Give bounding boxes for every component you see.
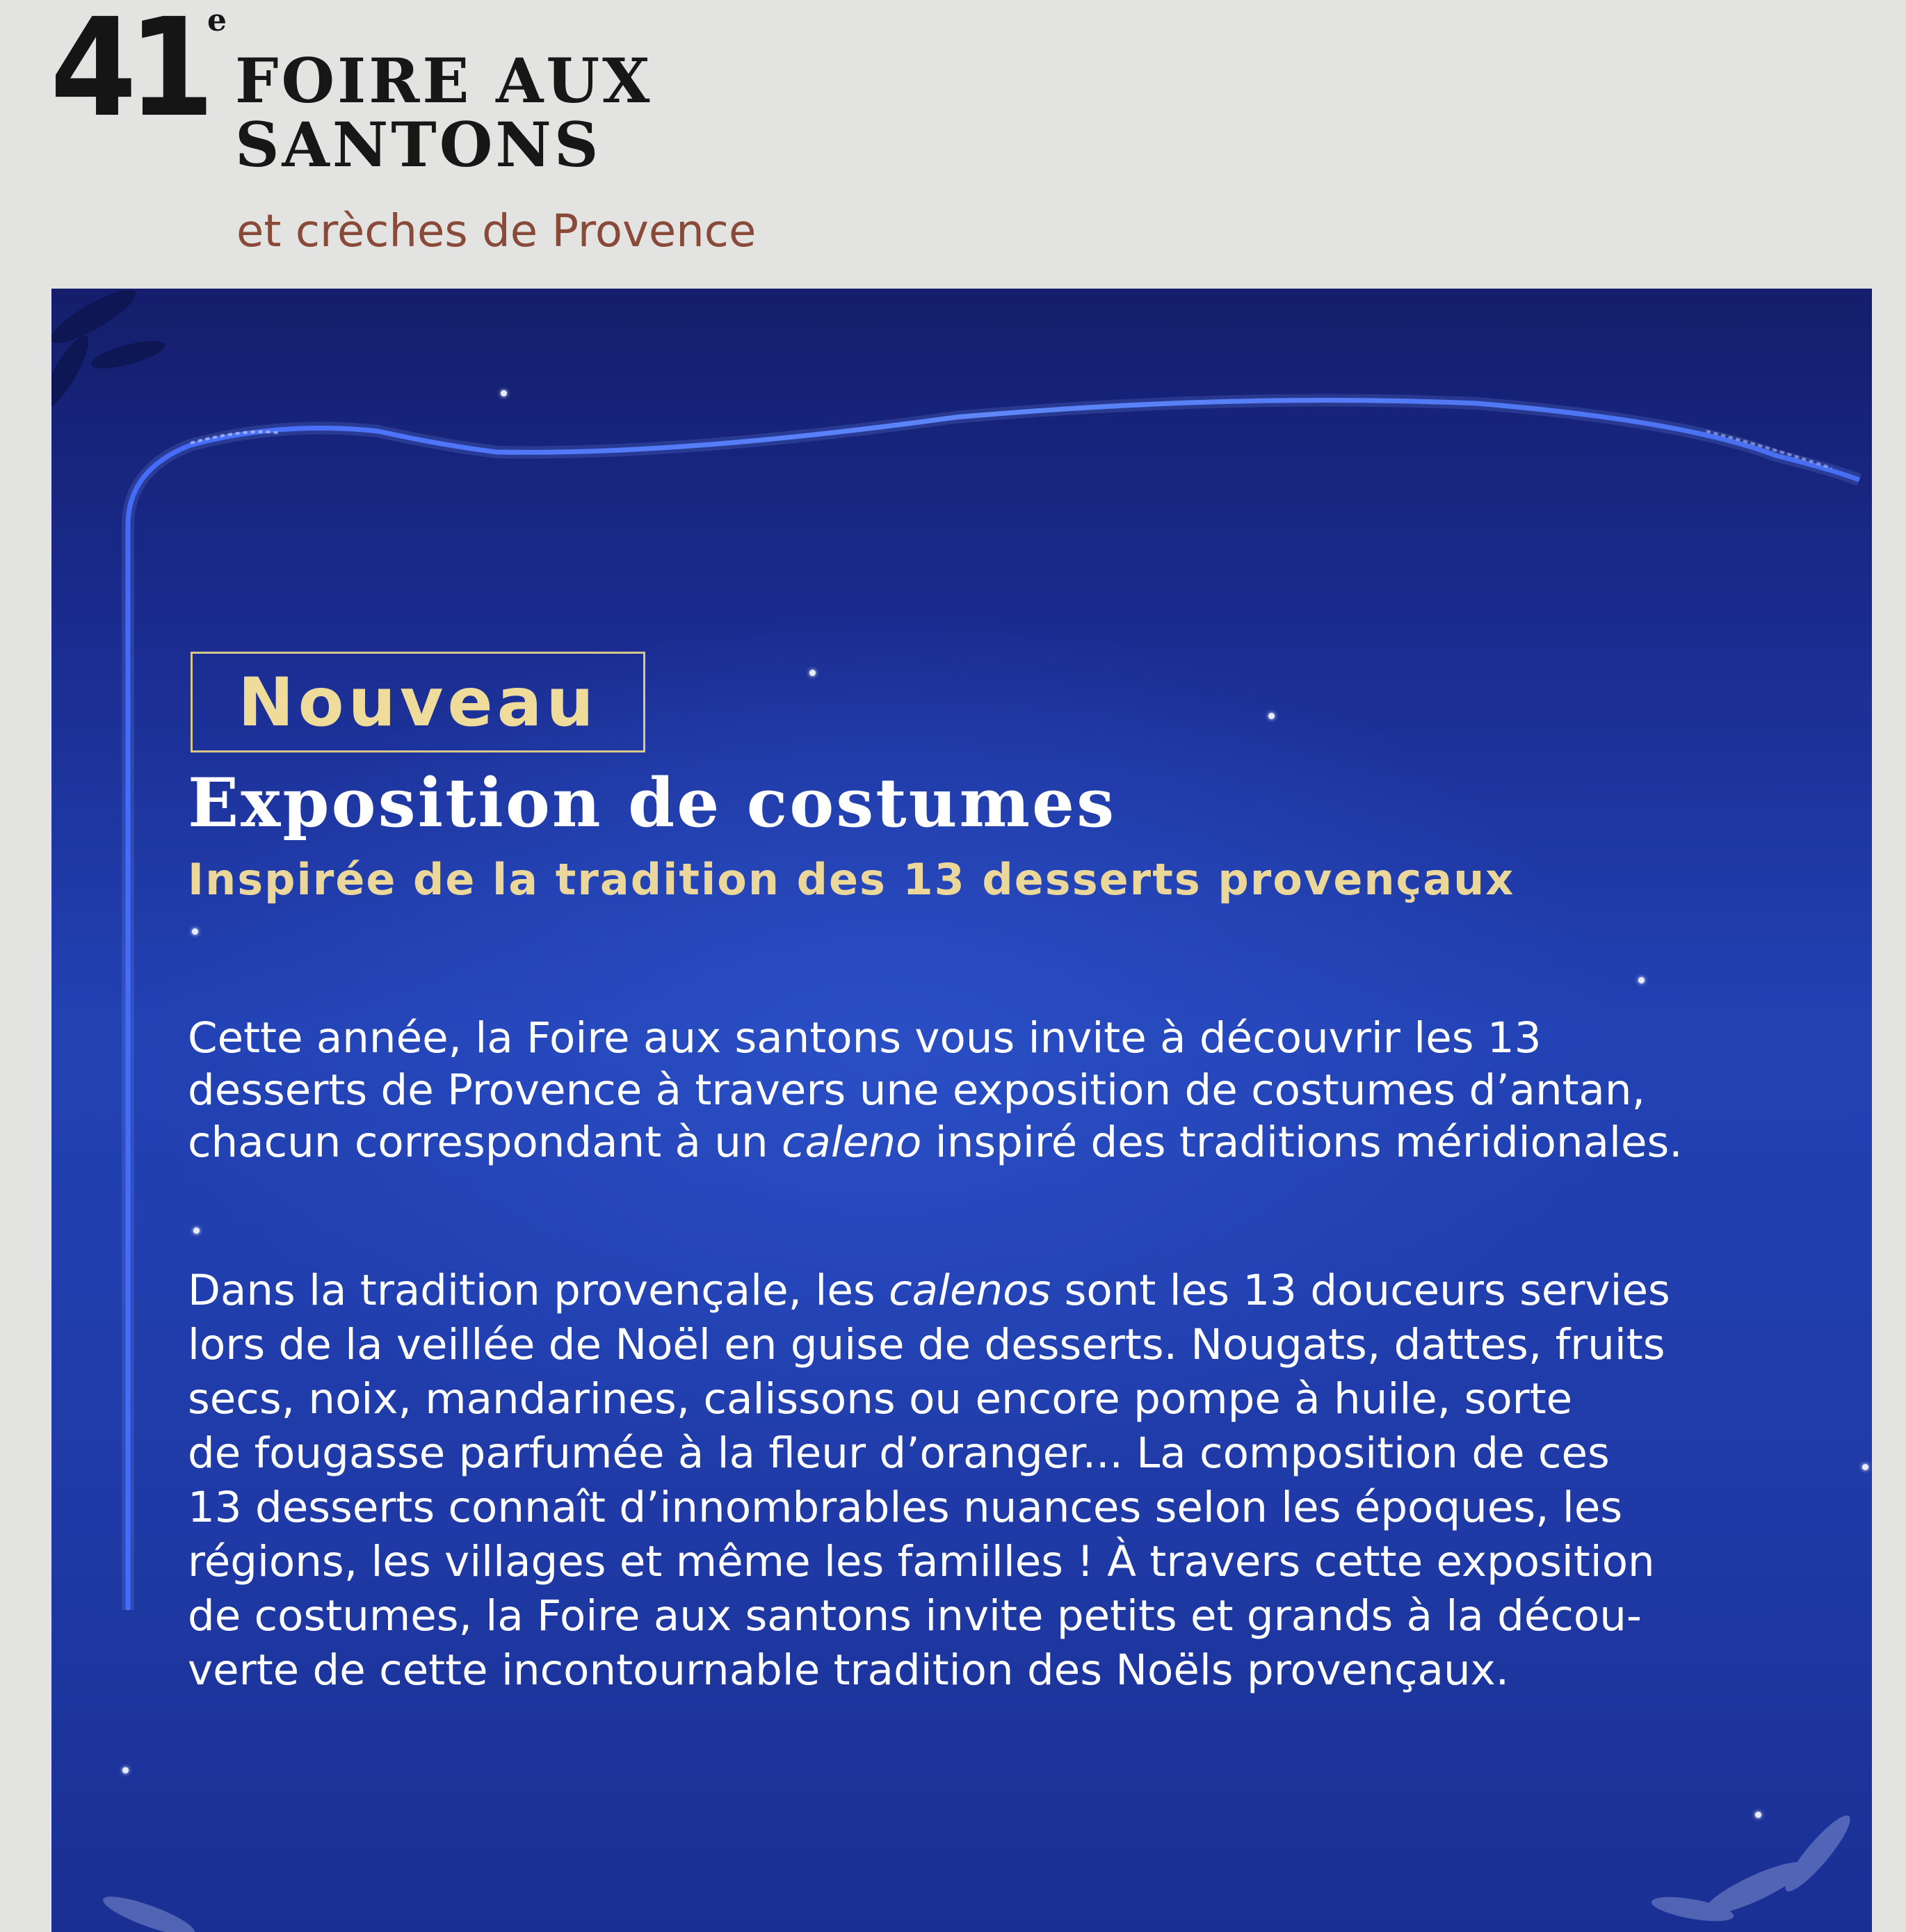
- star-decoration: [193, 1227, 200, 1234]
- star-decoration: [809, 670, 816, 676]
- edition-number: 41: [50, 0, 206, 147]
- text-segment: sont les 13 douceurs servies: [1051, 1266, 1670, 1315]
- text-line: desserts de Provence à travers une exposition de costumes d’antan,: [188, 1065, 1645, 1115]
- fair-subtitle: et crèches de Provence: [236, 206, 757, 257]
- text-line: 13 desserts connaît d’innombrables nuances selon les époques, les: [188, 1483, 1623, 1532]
- text-line: [188, 1264, 1829, 1318]
- star-decoration: [501, 390, 507, 396]
- text-line: de costumes, la Foire aux santons invite petits et grands à la décou-: [188, 1591, 1642, 1641]
- detail-paragraph: [188, 1264, 1829, 1698]
- new-badge: [191, 652, 645, 752]
- edition-suffix: e: [207, 3, 227, 38]
- text-segment: inspiré des traditions méridionales.: [921, 1118, 1683, 1167]
- text-line: Cette année, la Foire aux santons vous invite à découvrir les 13: [188, 1013, 1542, 1063]
- text-line: de fougasse parfumée à la fleur d’oranger... La composition de ces: [188, 1428, 1610, 1478]
- text-line: régions, les villages et même les familles ! À travers cette exposition: [188, 1537, 1655, 1586]
- text-segment: chacun correspondant à un: [188, 1118, 782, 1167]
- fair-title-line-1: FOIRE AUX: [235, 45, 653, 117]
- text-line: lors de la veillée de Noël en guise de desserts. Nougats, dattes, fruits: [188, 1320, 1665, 1369]
- exhibition-title: Exposition de costumes: [188, 764, 1117, 842]
- exhibition-subtitle: Inspirée de la tradition des 13 desserts provençaux: [188, 854, 1515, 905]
- text-segment: Dans la tradition provençale, les: [188, 1266, 889, 1315]
- text-line: secs, noix, mandarines, calissons ou encore pompe à huile, sorte: [188, 1374, 1573, 1424]
- star-decoration: [1755, 1812, 1761, 1818]
- star-decoration: [192, 928, 198, 935]
- star-decoration: [122, 1767, 129, 1773]
- star-decoration: [1638, 977, 1645, 983]
- italic-term: calenos: [889, 1266, 1051, 1315]
- text-line: [188, 1116, 1829, 1168]
- text-line: verte de cette incontournable tradition des Noëls provençaux.: [188, 1645, 1510, 1695]
- intro-paragraph: [188, 1012, 1829, 1168]
- star-decoration: [1862, 1464, 1868, 1470]
- new-badge-label: Nouveau: [238, 663, 598, 741]
- star-decoration: [1268, 713, 1275, 719]
- exhibition-panel: [51, 289, 1872, 1932]
- italic-term: caleno: [782, 1118, 922, 1167]
- fair-title-line-2: SANTONS: [235, 108, 601, 181]
- fair-title: [235, 45, 722, 181]
- page-header: [0, 0, 1906, 289]
